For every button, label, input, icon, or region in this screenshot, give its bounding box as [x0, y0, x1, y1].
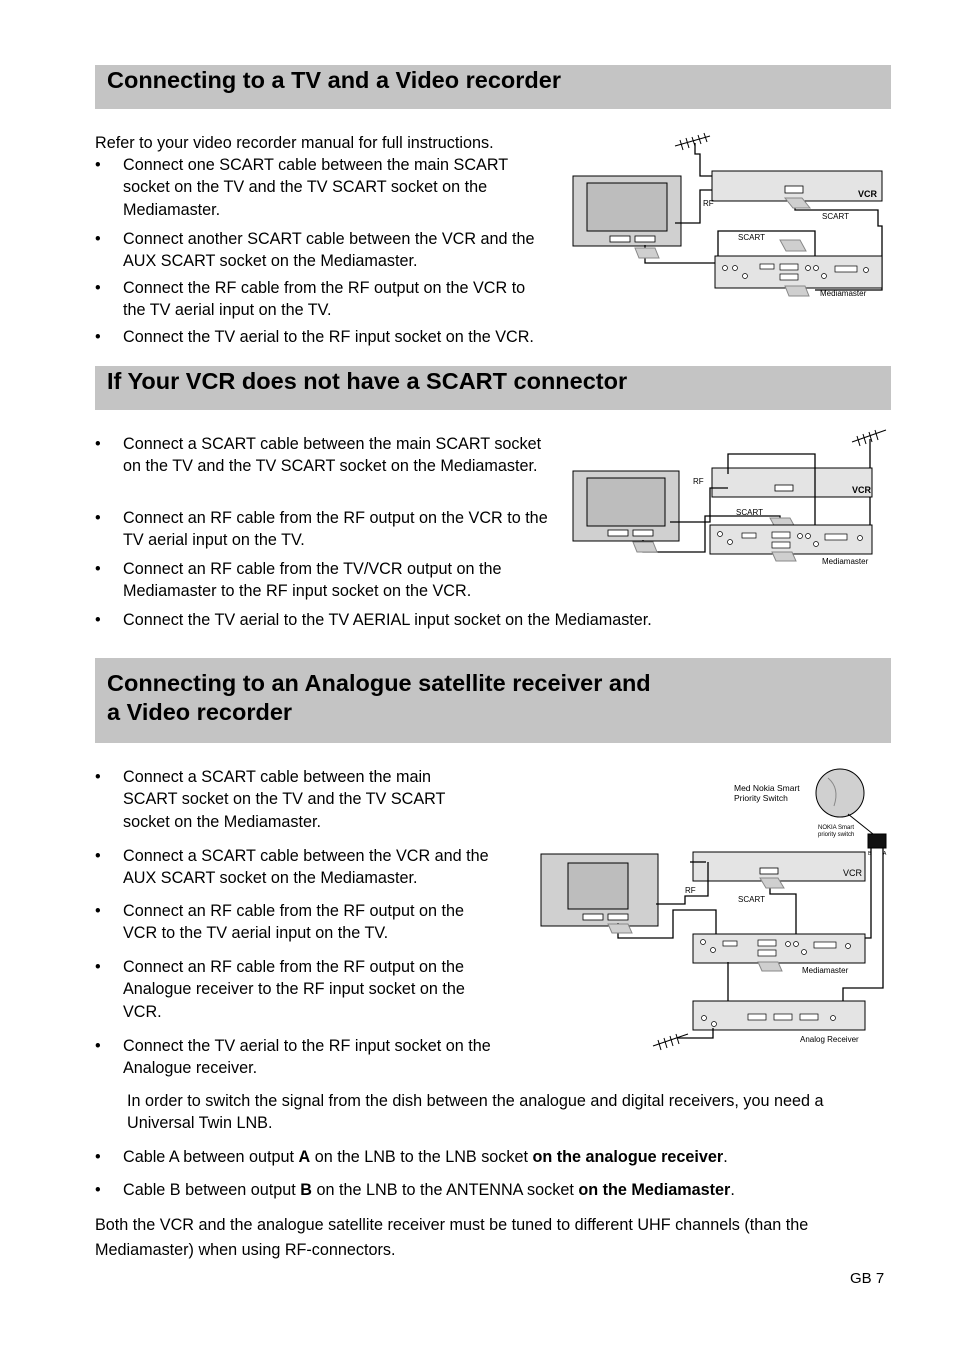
section-3-heading — [95, 658, 891, 743]
dish-label: NOKIA Smart — [818, 825, 855, 831]
analog-receiver-label: Analog Receiver — [800, 1035, 859, 1044]
vcr-box — [693, 852, 865, 881]
scart-socket — [608, 914, 628, 920]
bullet-icon: • — [95, 156, 101, 174]
aerial-icon — [675, 133, 710, 150]
bullet-text: Connect the TV aerial to the RF input socket on the VCR. — [123, 328, 534, 346]
bullet-text: Connect the RF cable from the RF output on the VCR to the TV aerial input on the TV. — [123, 279, 526, 320]
scart-socket — [608, 530, 628, 536]
bullet-text: Connect a SCART cable between the main SCART socket on the TV and the TV SCART socket on the Mediamaster. — [123, 435, 542, 476]
tv-screen — [568, 863, 628, 909]
list-item — [95, 154, 545, 221]
scart-label: SCART — [736, 508, 763, 517]
cable-b-text: Cable B between output B on the LNB to the ANTENNA socket on the Mediamaster. — [123, 1181, 735, 1199]
list-item — [95, 1146, 855, 1168]
bullet-text: Connect an RF cable from the RF output on the VCR to the TV aerial input on the TV. — [123, 509, 548, 550]
lnb-output-a: A — [883, 851, 887, 857]
connection-diagram-3 — [538, 766, 888, 1056]
scart-plug — [785, 286, 809, 296]
tv-screen — [587, 478, 665, 526]
scart-socket — [635, 236, 655, 242]
scart-label: SCART — [738, 233, 765, 242]
vcr-label: VCR — [852, 485, 872, 495]
bullet-icon: • — [95, 1181, 101, 1199]
lnb-output-b: B — [868, 851, 872, 857]
scart-label: SCART — [822, 212, 849, 221]
bullet-icon: • — [95, 1037, 101, 1055]
scart-socket — [610, 236, 630, 242]
section-3-title-line-2: a Video recorder — [107, 699, 293, 725]
bullet-icon: • — [95, 1148, 101, 1166]
switch-label: Priority Switch — [734, 793, 788, 803]
list-item — [95, 845, 525, 890]
rf-label: RF — [685, 886, 696, 895]
dish-label: priority switch — [818, 832, 855, 838]
scart-plug — [608, 924, 632, 933]
list-item — [95, 609, 755, 631]
rf-label: RF — [693, 477, 704, 486]
scart-label: SCART — [738, 895, 765, 904]
list-item — [95, 1179, 855, 1201]
lnb-note: In order to switch the signal from the dish between the analogue and digital receivers, you need a Universal Twin LNB. — [127, 1092, 824, 1133]
bullet-icon: • — [95, 230, 101, 248]
list-item — [95, 956, 495, 1023]
scart-socket — [775, 485, 793, 491]
connection-diagram-1 — [570, 128, 890, 303]
bullet-text: Connect one SCART cable between the main SCART socket on the TV and the TV SCART socket on the Mediamaster. — [123, 156, 508, 219]
bullet-icon: • — [95, 611, 101, 629]
list-item — [95, 228, 545, 273]
list-item — [95, 277, 545, 322]
page-number: GB 7 — [850, 1270, 885, 1287]
section-1-intro: Refer to your video recorder manual for full instructions. — [95, 134, 494, 152]
lnb-switch-box — [868, 834, 886, 848]
list-item — [95, 900, 495, 945]
bullet-text: Connect an RF cable from the TV/VCR output on the Mediamaster to the RF input socket on the VCR. — [123, 560, 502, 601]
bullet-text: Connect a SCART cable between the VCR and the AUX SCART socket on the Mediamaster. — [123, 847, 489, 888]
bullet-text: Connect an RF cable from the RF output on the Analogue receiver to the RF input socket on the VCR. — [123, 958, 465, 1021]
scart-socket — [760, 868, 778, 874]
section-1-heading — [95, 65, 891, 109]
bullet-text: Connect the TV aerial to the TV AERIAL input socket on the Mediamaster. — [123, 611, 652, 629]
section-3-title-line-1: Connecting to an Analogue satellite receiver and — [107, 670, 651, 696]
scart-plug — [635, 248, 659, 258]
footer-paragraph: Both the VCR and the analogue satellite receiver must be tuned to different UHF channels (than the Mediamaster) when using RF-connectors. — [95, 1216, 809, 1259]
bullet-icon: • — [95, 435, 101, 453]
section-1-title: Connecting to a TV and a Video recorder — [107, 67, 561, 93]
list-item — [95, 766, 475, 833]
scart-plug — [633, 542, 657, 552]
list-item — [95, 507, 557, 552]
scart-plug — [780, 240, 806, 251]
scart-plug — [758, 962, 782, 971]
list-item — [95, 433, 545, 478]
vcr-box — [712, 468, 872, 497]
connection-diagram-2 — [570, 424, 890, 574]
cable-a-text: Cable A between output A on the LNB to the LNB socket on the analogue receiver. — [123, 1148, 728, 1166]
vcr-label: VCR — [858, 189, 878, 199]
switch-label: Med Nokia Smart — [734, 783, 800, 793]
scart-socket — [785, 186, 803, 193]
bullet-icon: • — [95, 958, 101, 976]
scart-socket — [583, 914, 603, 920]
list-item — [95, 326, 615, 348]
bullet-icon: • — [95, 328, 101, 346]
bullet-icon: • — [95, 902, 101, 920]
mediamaster-label: Mediamaster — [802, 966, 849, 975]
bullet-icon: • — [95, 560, 101, 578]
tv-screen — [587, 183, 667, 231]
mediamaster-box — [693, 934, 865, 963]
aerial-icon — [852, 430, 886, 446]
scart-plug — [772, 552, 796, 561]
bullet-text: Connect an RF cable from the RF output on the VCR to the TV aerial input on the TV. — [123, 902, 465, 943]
list-item — [95, 1035, 525, 1080]
scart-socket — [633, 530, 653, 536]
vcr-label: VCR — [843, 868, 863, 878]
bullet-text: Connect a SCART cable between the main SCART socket on the TV and the TV SCART socket on the Mediamaster. — [123, 768, 446, 831]
section-2-title: If Your VCR does not have a SCART connector — [107, 368, 628, 394]
aerial-icon — [653, 1034, 688, 1050]
bullet-text: Connect another SCART cable between the VCR and the AUX SCART socket on the Mediamaster. — [123, 230, 535, 271]
mediamaster-label: Mediamaster — [822, 557, 869, 566]
mediamaster-box — [710, 525, 872, 554]
bullet-icon: • — [95, 509, 101, 527]
rf-label: RF — [703, 199, 714, 208]
section-2-heading — [95, 366, 891, 410]
mediamaster-label: Mediamaster — [820, 289, 867, 298]
bullet-icon: • — [95, 279, 101, 297]
bullet-text: Connect the TV aerial to the RF input socket on the Analogue receiver. — [123, 1037, 491, 1078]
list-item — [95, 558, 545, 603]
bullet-icon: • — [95, 847, 101, 865]
bullet-icon: • — [95, 768, 101, 786]
